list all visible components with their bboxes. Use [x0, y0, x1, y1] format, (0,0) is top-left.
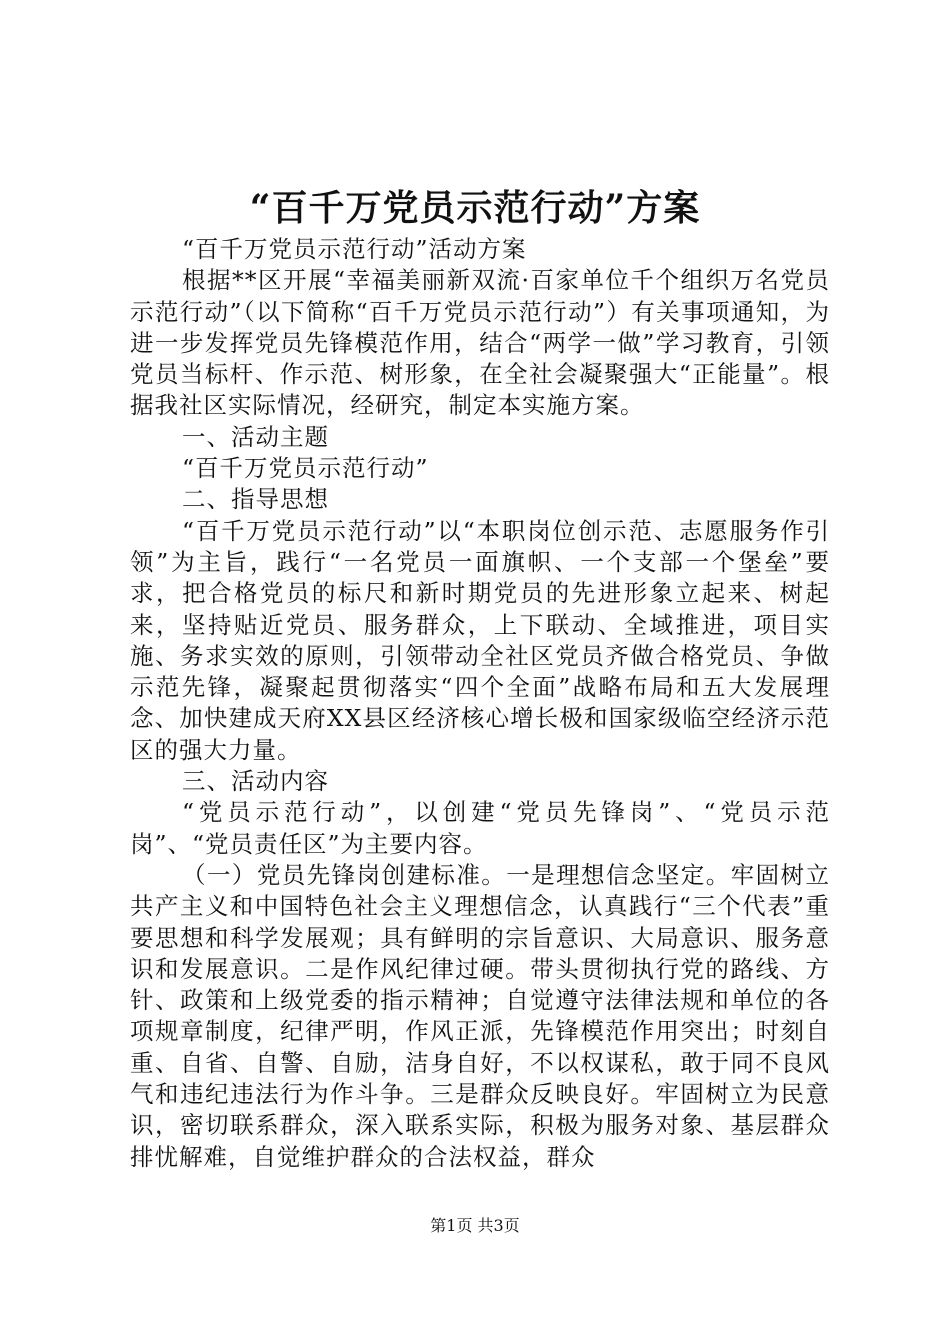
intro-paragraph: 根据**区开展“幸福美丽新双流·百家单位千个组织万名党员示范行动”（以下简称“百千万党员示范行动”）有关事项通知，为进一步发挥党员先锋模范作用，结合“两学一做”学习教育，引领党员当标杆、作示范、树形象，在全社会凝聚强大“正能量”。根据我社区实际情况，经研究，制定本实施方案。 — [130, 266, 830, 420]
content-paragraph: “党员示范行动”，以创建“党员先锋岗”、“党员示范岗”、“党员责任区”为主要内容。 — [130, 798, 830, 858]
page-footer: 第1页 共3页 — [430, 1216, 520, 1235]
section-heading-content: 三、活动内容 — [182, 767, 329, 796]
subtitle-paragraph: “百千万党员示范行动”活动方案 — [182, 235, 527, 263]
theme-paragraph: “百千万党员示范行动” — [182, 454, 429, 483]
standard-paragraph: （一）党员先锋岗创建标准。一是理想信念坚定。牢固树立共产主义和中国特色社会主义理想信念，认真践行“三个代表”重要思想和科学发展观；具有鲜明的宗旨意识、大局意识、服务意识和发展意识。二是作风纪律过硬。带头贯彻执行党的路线、方针、政策和上级党委的指示精神；自觉遵守法律法规和单位的各项规章制度，纪律严明，作风正派，先锋模范作用突出；时刻自重、自省、自警、自励，洁身自好，不以权谋私，敢于同不良风气和违纪违法行为作斗争。三是群众反映良好。牢固树立为民意识，密切联系群众，深入联系实际，积极为服务对象、基层群众排忧解难，自觉维护群众的合法权益，群众 — [130, 860, 830, 1171]
guiding-paragraph: “百千万党员示范行动”以“本职岗位创示范、志愿服务作引领”为主旨，践行“一名党员一面旗帜、一个支部一个堡垒”要求，把合格党员的标尺和新时期党员的先进形象立起来、树起来，坚持贴近党员、服务群众，上下联动、全域推进，项目实施、务求实效的原则，引领带动全社区党员齐做合格党员、争做示范先锋，凝聚起贯彻落实“四个全面”战略布局和五大发展理念、加快建成天府XX县区经济核心增长极和国家级临空经济示范区的强大力量。 — [130, 516, 830, 764]
document-title: “百千万党员示范行动”方案 — [249, 187, 701, 229]
section-heading-guiding: 二、指导思想 — [182, 485, 329, 514]
document-body — [130, 234, 830, 1173]
section-heading-theme: 一、活动主题 — [182, 422, 329, 451]
